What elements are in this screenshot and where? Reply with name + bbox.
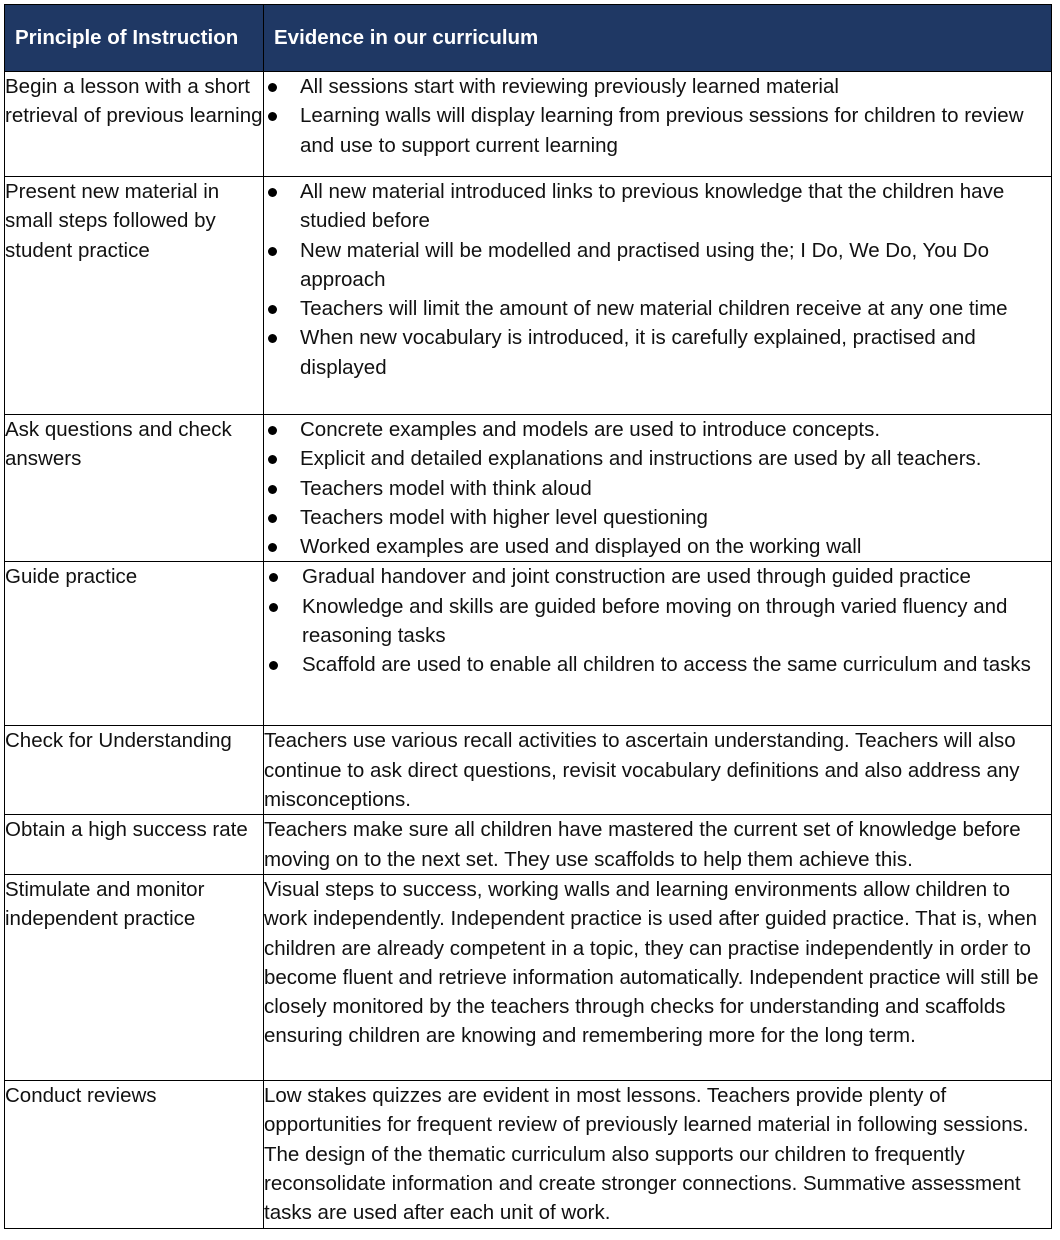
header-principle: Principle of Instruction bbox=[5, 5, 264, 72]
list-item: Worked examples are used and displayed on the working wall bbox=[264, 532, 1051, 561]
header-row bbox=[5, 5, 1052, 72]
principle-cell: Begin a lesson with a short retrieval of previous learning bbox=[5, 72, 264, 177]
table-row bbox=[5, 177, 1052, 415]
evidence-list bbox=[264, 415, 1051, 561]
principle-cell: Guide practice bbox=[5, 562, 264, 726]
evidence-cell bbox=[264, 874, 1052, 1080]
evidence-cell bbox=[264, 72, 1052, 177]
list-item: Explicit and detailed explanations and instructions are used by all teachers. bbox=[264, 444, 1051, 473]
table-row bbox=[5, 1080, 1052, 1228]
evidence-cell bbox=[264, 815, 1052, 875]
evidence-text: Visual steps to success, working walls and learning environments allow children to work independently. Independent practice is used after guided practice. That is, when children are already competent in a topic, they can practise independently in order to become fluent and retrieve information automatically. Independent practice will still be closely monitored by the teachers through checks for understanding and scaffolds ensuring children are knowing and remembering more for the long term. bbox=[264, 877, 1039, 1048]
list-item: Concrete examples and models are used to introduce concepts. bbox=[264, 415, 1051, 444]
evidence-list bbox=[264, 72, 1051, 160]
principle-cell: Present new material in small steps followed by student practice bbox=[5, 177, 264, 415]
principle-cell: Obtain a high success rate bbox=[5, 815, 264, 875]
evidence-text: Teachers use various recall activities to ascertain understanding. Teachers will also continue to ask direct questions, revisit vocabulary definitions and also address any misconceptions. bbox=[264, 729, 1020, 812]
evidence-text: Teachers make sure all children have mastered the current set of knowledge before moving on to the next set. They use scaffolds to help them achieve this. bbox=[264, 818, 1021, 871]
header-evidence: Evidence in our curriculum bbox=[264, 5, 1052, 72]
list-item: All sessions start with reviewing previously learned material bbox=[264, 72, 1051, 101]
principle-cell: Check for Understanding bbox=[5, 726, 264, 815]
evidence-cell bbox=[264, 415, 1052, 562]
evidence-list bbox=[274, 562, 1051, 679]
list-item: Teachers will limit the amount of new material children receive at any one time bbox=[264, 294, 1051, 323]
evidence-cell bbox=[264, 1080, 1052, 1228]
principle-cell: Stimulate and monitor independent practice bbox=[5, 874, 264, 1080]
table-row bbox=[5, 726, 1052, 815]
list-item: Learning walls will display learning from previous sessions for children to review and use to support current learning bbox=[264, 101, 1051, 160]
list-item: Gradual handover and joint construction are used through guided practice bbox=[274, 562, 1051, 591]
table-row bbox=[5, 72, 1052, 177]
evidence-cell bbox=[264, 562, 1052, 726]
list-item: Teachers model with think aloud bbox=[264, 474, 1051, 503]
evidence-cell bbox=[264, 726, 1052, 815]
list-item: Knowledge and skills are guided before moving on through varied fluency and reasoning tasks bbox=[274, 592, 1051, 651]
list-item: Teachers model with higher level questioning bbox=[264, 503, 1051, 532]
table-row bbox=[5, 415, 1052, 562]
table-row bbox=[5, 815, 1052, 875]
evidence-cell bbox=[264, 177, 1052, 415]
table-row bbox=[5, 562, 1052, 726]
list-item: Scaffold are used to enable all children to access the same curriculum and tasks bbox=[274, 650, 1051, 679]
principle-cell: Conduct reviews bbox=[5, 1080, 264, 1228]
evidence-list bbox=[264, 177, 1051, 382]
principles-table bbox=[4, 4, 1052, 1229]
list-item: New material will be modelled and practised using the; I Do, We Do, You Do approach bbox=[264, 236, 1051, 295]
principle-cell: Ask questions and check answers bbox=[5, 415, 264, 562]
evidence-text: Low stakes quizzes are evident in most lessons. Teachers provide plenty of opportunities for frequent review of previously learned material in following sessions. The design of the thematic curriculum also supports our children to frequently reconsolidate information and create stronger connections. Summative assessment tasks are used after each unit of work. bbox=[264, 1083, 1029, 1225]
list-item: All new material introduced links to previous knowledge that the children have studied before bbox=[264, 177, 1051, 236]
list-item: When new vocabulary is introduced, it is carefully explained, practised and displayed bbox=[264, 323, 1051, 382]
table-row bbox=[5, 874, 1052, 1080]
